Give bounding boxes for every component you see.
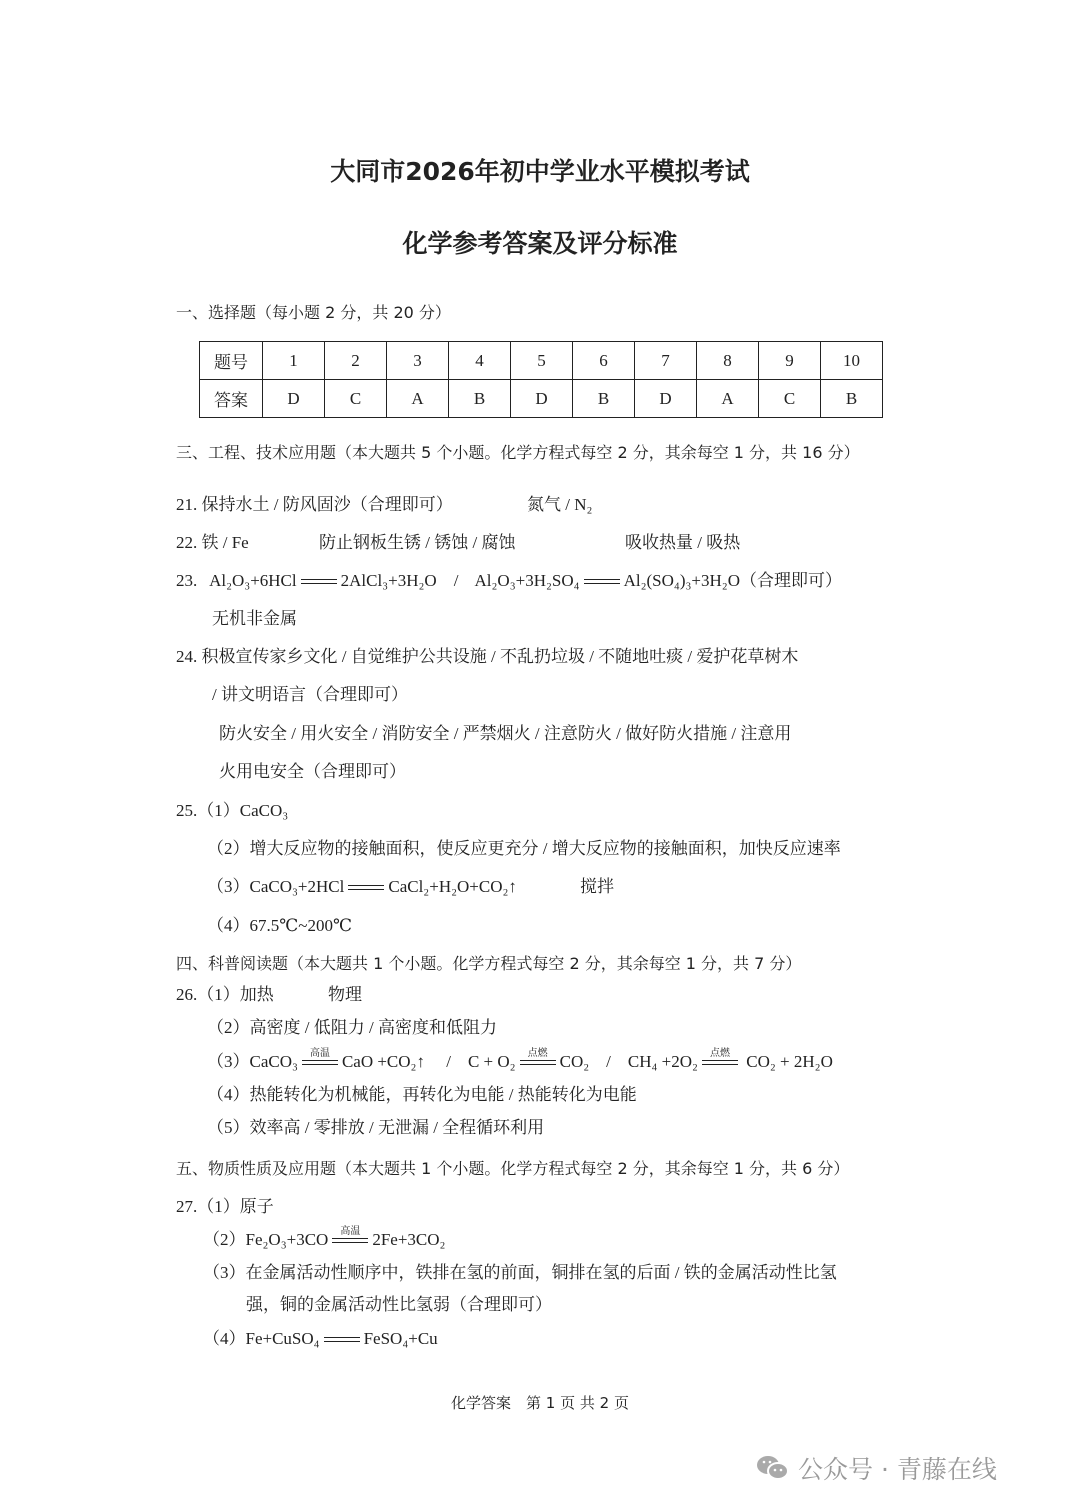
answer-25-1: 25.（1）CaCO₃: [176, 801, 289, 820]
answer-22: 22. 铁 / Fe: [176, 533, 249, 552]
eq-left: （2）Fe₂O₃+3CO: [203, 1230, 329, 1249]
table-cell: B: [449, 380, 511, 418]
equals-sign: [332, 1226, 368, 1246]
equals-sign: [584, 577, 620, 587]
eq-right: CO₂ + 2H₂O: [746, 1052, 833, 1071]
section-3-heading: 三、工程、技术应用题（本大题共 5 个小题。化学方程式每空 2 分，其余每空 1 分，共 16 分）: [176, 443, 860, 462]
answer-22b: 防止钢板生锈 / 锈蚀 / 腐蚀: [319, 533, 516, 552]
eq-left: （3）CaCO₃: [207, 1052, 298, 1071]
answer-22c: 吸收热量 / 吸热: [625, 533, 741, 552]
answer-27-2: [203, 1228, 445, 1252]
answer-27-3: （3）在金属活动性顺序中，铁排在氢的前面，铜排在氢的后面 / 铁的金属活动性比氢: [203, 1263, 837, 1282]
q-number: 23.: [176, 571, 198, 590]
answer-26-1b: 物理: [328, 985, 362, 1004]
table-row: [200, 342, 883, 380]
answer-24: 24. 积极宣传家乡文化 / 自觉维护公共设施 / 不乱扔垃圾 / 不随地吐痰 / 爱护花草树木: [176, 647, 799, 666]
table-cell: 2: [325, 342, 387, 380]
eq-left: Al₂O₃+6HCl: [209, 571, 297, 590]
equals-sign: [301, 577, 337, 587]
watermark: [756, 1450, 997, 1486]
table-cell: A: [387, 380, 449, 418]
separator: /: [446, 1052, 451, 1071]
equals-sign: [702, 1048, 738, 1068]
section-5-heading: 五、物质性质及应用题（本大题共 1 个小题。化学方程式每空 2 分，其余每空 1 分，共 6 分）: [176, 1159, 850, 1178]
table-cell: A: [697, 380, 759, 418]
table-cell: 3: [387, 342, 449, 380]
eq-left: （4）Fe+CuSO₄: [203, 1329, 320, 1348]
section-1-heading: 一、选择题（每小题 2 分，共 20 分）: [176, 303, 451, 322]
answer-25-3b: 搅拌: [580, 877, 614, 896]
answer-26-2: （2）高密度 / 低阻力 / 高密度和低阻力: [207, 1018, 497, 1037]
answer-25-4: （4）67.5℃~200℃: [207, 916, 352, 935]
table-cell: D: [635, 380, 697, 418]
answer-27-3-cont: 强，铜的金属活动性比氢弱（合理即可）: [246, 1295, 552, 1314]
eq-left: CH₄ +2O₂: [627, 1052, 698, 1071]
section-4-heading: 四、科普阅读题（本大题共 1 个小题。化学方程式每空 2 分，其余每空 1 分，共 7 分）: [176, 954, 802, 973]
table-cell: 9: [759, 342, 821, 380]
wechat-icon: [756, 1454, 790, 1482]
equals-sign: [324, 1335, 360, 1345]
table-cell: 1: [263, 342, 325, 380]
answer-26-1: 26.（1）加热: [176, 985, 274, 1004]
answer-25-3: [207, 875, 517, 899]
condition: 高温: [309, 1048, 330, 1060]
header-cell: 题号: [200, 342, 263, 380]
table-row: [200, 380, 883, 418]
table-cell: B: [573, 380, 635, 418]
answer-26-3: [207, 1050, 833, 1074]
table-cell: B: [821, 380, 883, 418]
table-cell: 4: [449, 342, 511, 380]
table-cell: 8: [697, 342, 759, 380]
answer-21: 21. 保持水土 / 防风固沙（合理即可）: [176, 495, 453, 514]
answer-24-cont: / 讲文明语言（合理即可）: [212, 685, 408, 704]
eq-right: CO₂: [559, 1052, 590, 1071]
answer-25-2: （2）增大反应物的接触面积，使反应更充分 / 增大反应物的接触面积，加快反应速率: [207, 839, 841, 858]
table-cell: D: [511, 380, 573, 418]
table-cell: C: [759, 380, 821, 418]
eq-left: （3）CaCO₃+2HCl: [207, 877, 345, 896]
eq-right: Al₂(SO₄)₃+3H₂O（合理即可）: [623, 571, 842, 590]
subject-title: 化学参考答案及评分标准: [402, 229, 678, 258]
answer-23: [176, 569, 842, 593]
equals-sign: [348, 883, 384, 893]
eq-left: C + O₂: [467, 1052, 516, 1071]
answer-21b: 氮气 / N₂: [527, 495, 593, 514]
eq-right: 2AlCl₃+3H₂O: [340, 571, 437, 590]
separator: /: [453, 571, 459, 590]
table-cell: C: [325, 380, 387, 418]
table-cell: 7: [635, 342, 697, 380]
answer-26-4: （4）热能转化为机械能，再转化为电能 / 热能转化为电能: [207, 1085, 637, 1104]
equals-sign: [302, 1048, 338, 1068]
eq-right: CaCl₂+H₂O+CO₂↑: [388, 877, 517, 896]
table-cell: 5: [511, 342, 573, 380]
condition: 高温: [340, 1226, 361, 1238]
eq-right: CaO +CO₂↑: [341, 1052, 425, 1071]
watermark-text: 公众号 · 青藤在线: [798, 1455, 997, 1484]
eq-right: FeSO₄+Cu: [363, 1329, 438, 1348]
eq-left: Al₂O₃+3H₂SO₄: [474, 571, 580, 590]
condition: 点燃: [709, 1048, 730, 1060]
answer-24b: 防火安全 / 用火安全 / 消防安全 / 严禁烟火 / 注意防火 / 做好防火措施 / 注意用: [219, 724, 792, 743]
table-cell: 6: [573, 342, 635, 380]
table-cell: D: [263, 380, 325, 418]
separator: /: [606, 1052, 611, 1071]
table-cell: 10: [821, 342, 883, 380]
answer-23b: 无机非金属: [212, 609, 297, 628]
page-footer: 化学答案 第 1 页 共 2 页: [451, 1394, 629, 1412]
exam-title: 大同市2026年初中学业水平模拟考试: [330, 157, 750, 186]
condition: 点燃: [527, 1048, 548, 1060]
answer-27-1: 27.（1）原子: [176, 1197, 274, 1216]
answer-27-4: [203, 1327, 438, 1351]
answer-24b-cont: 火用电安全（合理即可）: [219, 762, 406, 781]
eq-right: 2Fe+3CO₂: [372, 1230, 446, 1249]
answer-26-5: （5）效率高 / 零排放 / 无泄漏 / 全程循环利用: [207, 1118, 545, 1137]
header-cell: 答案: [200, 380, 263, 418]
choice-answer-table: [199, 341, 883, 418]
equals-sign: [520, 1048, 556, 1068]
